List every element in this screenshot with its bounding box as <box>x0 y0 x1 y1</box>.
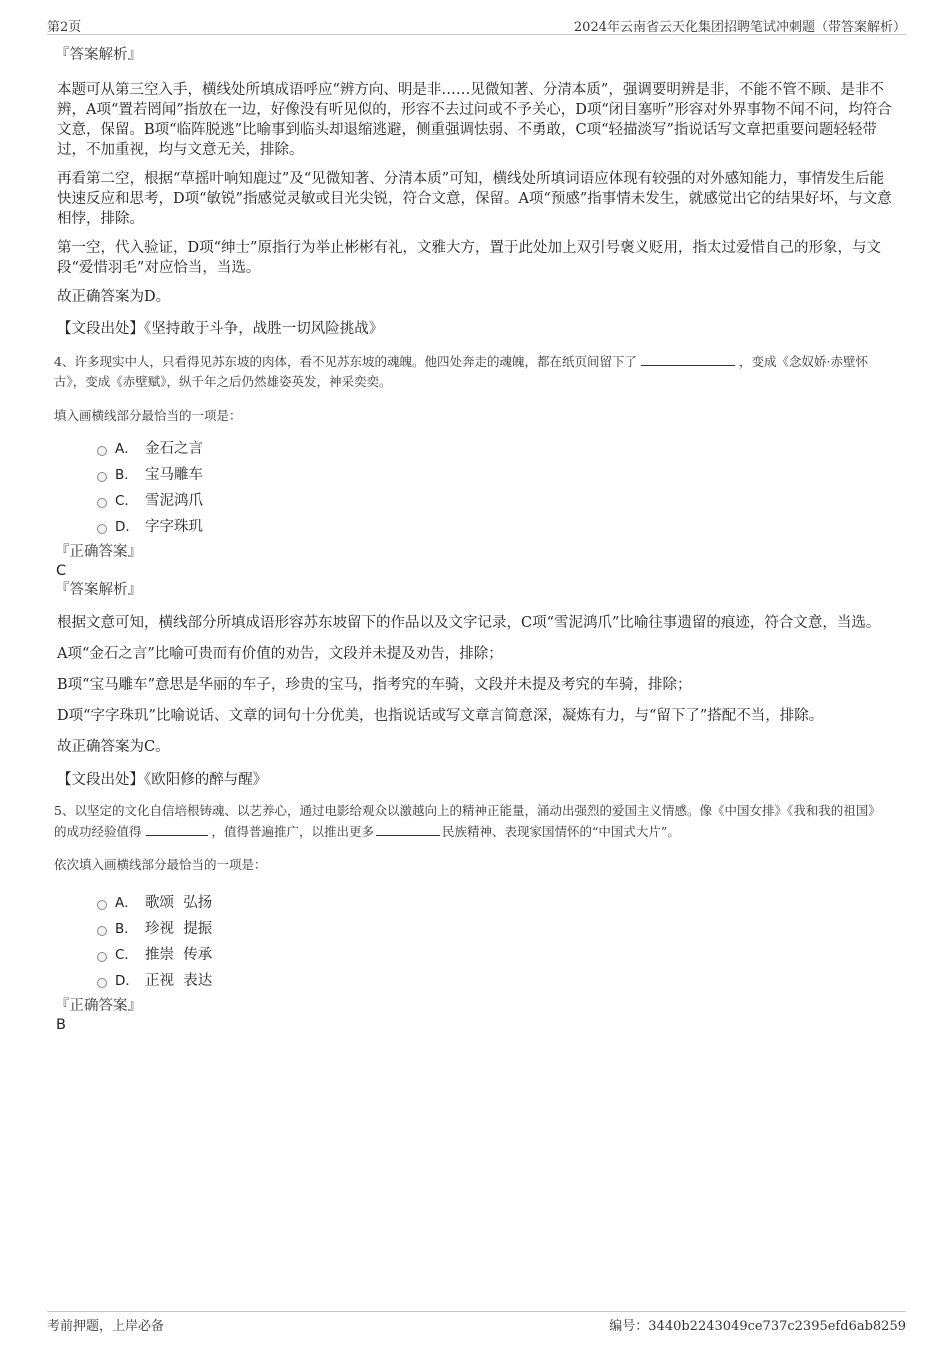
option-letter: D． <box>115 519 139 535</box>
page-footer <box>47 1311 906 1338</box>
question-stem-part: 民族精神、表现家国情怀的“中国式大片”。 <box>442 824 680 839</box>
radio-button[interactable] <box>97 524 107 534</box>
option-c[interactable] <box>57 942 893 968</box>
radio-button[interactable] <box>97 446 107 456</box>
document-title: 2024年云南省云天化集团招聘笔试冲刺题（带答案解析） <box>573 20 906 35</box>
analysis-paragraph: D项“字字珠玑”比喻说话、文章的词句十分优美，也指说话或写文章言简意深，凝炼有力，与“留下了”搭配不当，排除。 <box>57 708 824 724</box>
analysis-paragraph: 再看第二空，根据“草摇叶响知鹿过”及“见微知著、分清本质”可知，横线处所填词语应体现有较强的对外感知能力，事情发生后能快速反应和思考，D项“敏锐”指感觉灵敏或目光尖锐，符合文意，保留。A项“预感”指事情未发生，就感觉出它的结果好坏，与文意相悖，排除。 <box>57 171 892 227</box>
option-letter: C． <box>115 947 138 963</box>
option-letter: A． <box>115 895 138 911</box>
analysis-label: 『答案解析』 <box>55 582 142 598</box>
document-id: 编号：3440b2243049ce737c2395efd6ab8259 <box>609 1319 906 1334</box>
option-letter: A． <box>115 441 138 457</box>
option-b[interactable] <box>57 462 893 488</box>
analysis-paragraph: 本题可从第三空入手，横线处所填成语呼应“辨方向、明是非……见微知著、分清本质”，强调要明辨是非，不能不管不顾、是非不辨，A项“置若罔闻”指放在一边，好像没有听见似的，形容不去过问或不予关心，D项“闭目塞听”形容对外界事物不闻不问，均符合文意，保留。B项“临阵脱逃”比喻事到临头却退缩逃避，侧重强调怯弱、不勇敢，C项“轻描淡写”指说话写文章把重要问题轻轻带过，不加重视，均与文意无关，排除。 <box>57 82 892 158</box>
option-d[interactable] <box>57 514 893 540</box>
question-prompt: 填入画横线部分最恰当的一项是： <box>54 408 242 423</box>
option-text: 珍视 提振 <box>145 921 213 937</box>
radio-button[interactable] <box>97 472 107 482</box>
analysis-paragraph: A项“金石之言”比喻可贵而有价值的劝告，文段并未提及劝告，排除； <box>57 646 503 662</box>
question-stem-part: 4、许多现实中人，只看得见苏东坡的肉体，看不见苏东坡的魂魄。他四处奔走的魂魄，都在纸页间留下了 <box>54 354 637 369</box>
source-note: 【文段出处】《坚持敢于斗争，战胜一切风险挑战》 <box>57 321 384 337</box>
option-list <box>57 890 893 994</box>
option-letter: B． <box>115 921 138 937</box>
option-text: 宝马雕车 <box>145 467 203 483</box>
option-text: 雪泥鸿爪 <box>145 493 203 509</box>
analysis-paragraph: B项“宝马雕车”意思是华丽的车子，珍贵的宝马，指考究的车骑，文段并未提及考究的车骑，排除； <box>57 677 692 693</box>
source-note: 【文段出处】《欧阳修的醉与醒》 <box>57 772 268 788</box>
option-letter: B． <box>115 467 138 483</box>
option-text: 推崇 传承 <box>145 947 213 963</box>
correct-answer: C <box>56 563 67 579</box>
page-number: 第2页 <box>47 20 82 35</box>
option-text: 字字珠玑 <box>145 519 203 535</box>
correct-answer: B <box>56 1017 66 1033</box>
option-a[interactable] <box>57 436 893 462</box>
option-text: 金石之言 <box>145 441 203 457</box>
question-prompt: 依次填入画横线部分最恰当的一项是： <box>54 857 267 872</box>
answer-conclusion: 故正确答案为C。 <box>57 739 170 755</box>
option-letter: D． <box>115 973 139 989</box>
question-stem-part: ，值得普遍推广，以推出更多 <box>211 824 375 839</box>
correct-answer-label: 『正确答案』 <box>55 998 142 1014</box>
radio-button[interactable] <box>97 900 107 910</box>
radio-button[interactable] <box>97 498 107 508</box>
question-stem <box>54 801 893 842</box>
page-header <box>47 14 906 35</box>
radio-button[interactable] <box>97 926 107 936</box>
option-text: 正视 表达 <box>145 973 213 989</box>
question-stem-part: 5、以坚定的文化自信培根铸魂、以艺养心，通过电影给观众以激越向上的精神正能量，涌动出强烈的爱国主义情感。像《中国女排》《我和我的祖国》的成功经验值得 <box>54 803 881 839</box>
answer-blank <box>376 821 440 836</box>
option-c[interactable] <box>57 488 893 514</box>
question-stem <box>54 351 893 392</box>
footer-slogan: 考前押题，上岸必备 <box>47 1319 165 1334</box>
option-b[interactable] <box>57 916 893 942</box>
option-text: 歌颂 弘扬 <box>145 895 213 911</box>
correct-answer-label: 『正确答案』 <box>55 544 142 560</box>
option-a[interactable] <box>57 890 893 916</box>
question-stem-part: ，变成《念奴娇·赤壁怀古》，变成《赤壁赋》，纵千年之后仍然雄姿英发，神采奕奕。 <box>54 354 868 389</box>
option-letter: C． <box>115 493 138 509</box>
answer-conclusion: 故正确答案为D。 <box>57 289 171 305</box>
option-d[interactable] <box>57 968 893 994</box>
radio-button[interactable] <box>97 952 107 962</box>
page-content <box>54 46 893 1035</box>
answer-blank <box>641 351 735 366</box>
answer-blank <box>146 821 208 836</box>
radio-button[interactable] <box>97 978 107 988</box>
option-list <box>57 436 893 540</box>
analysis-paragraph: 根据文意可知，横线部分所填成语形容苏东坡留下的作品以及文字记录，C项“雪泥鸿爪”比喻往事遗留的痕迹，符合文意，当选。 <box>57 615 881 631</box>
analysis-label: 『答案解析』 <box>55 47 142 63</box>
analysis-paragraph: 第一空，代入验证，D项“绅士”原指行为举止彬彬有礼，文雅大方，置于此处加上双引号褒义贬用，指太过爱惜自己的形象，与文段“爱惜羽毛”对应恰当，当选。 <box>57 240 881 276</box>
